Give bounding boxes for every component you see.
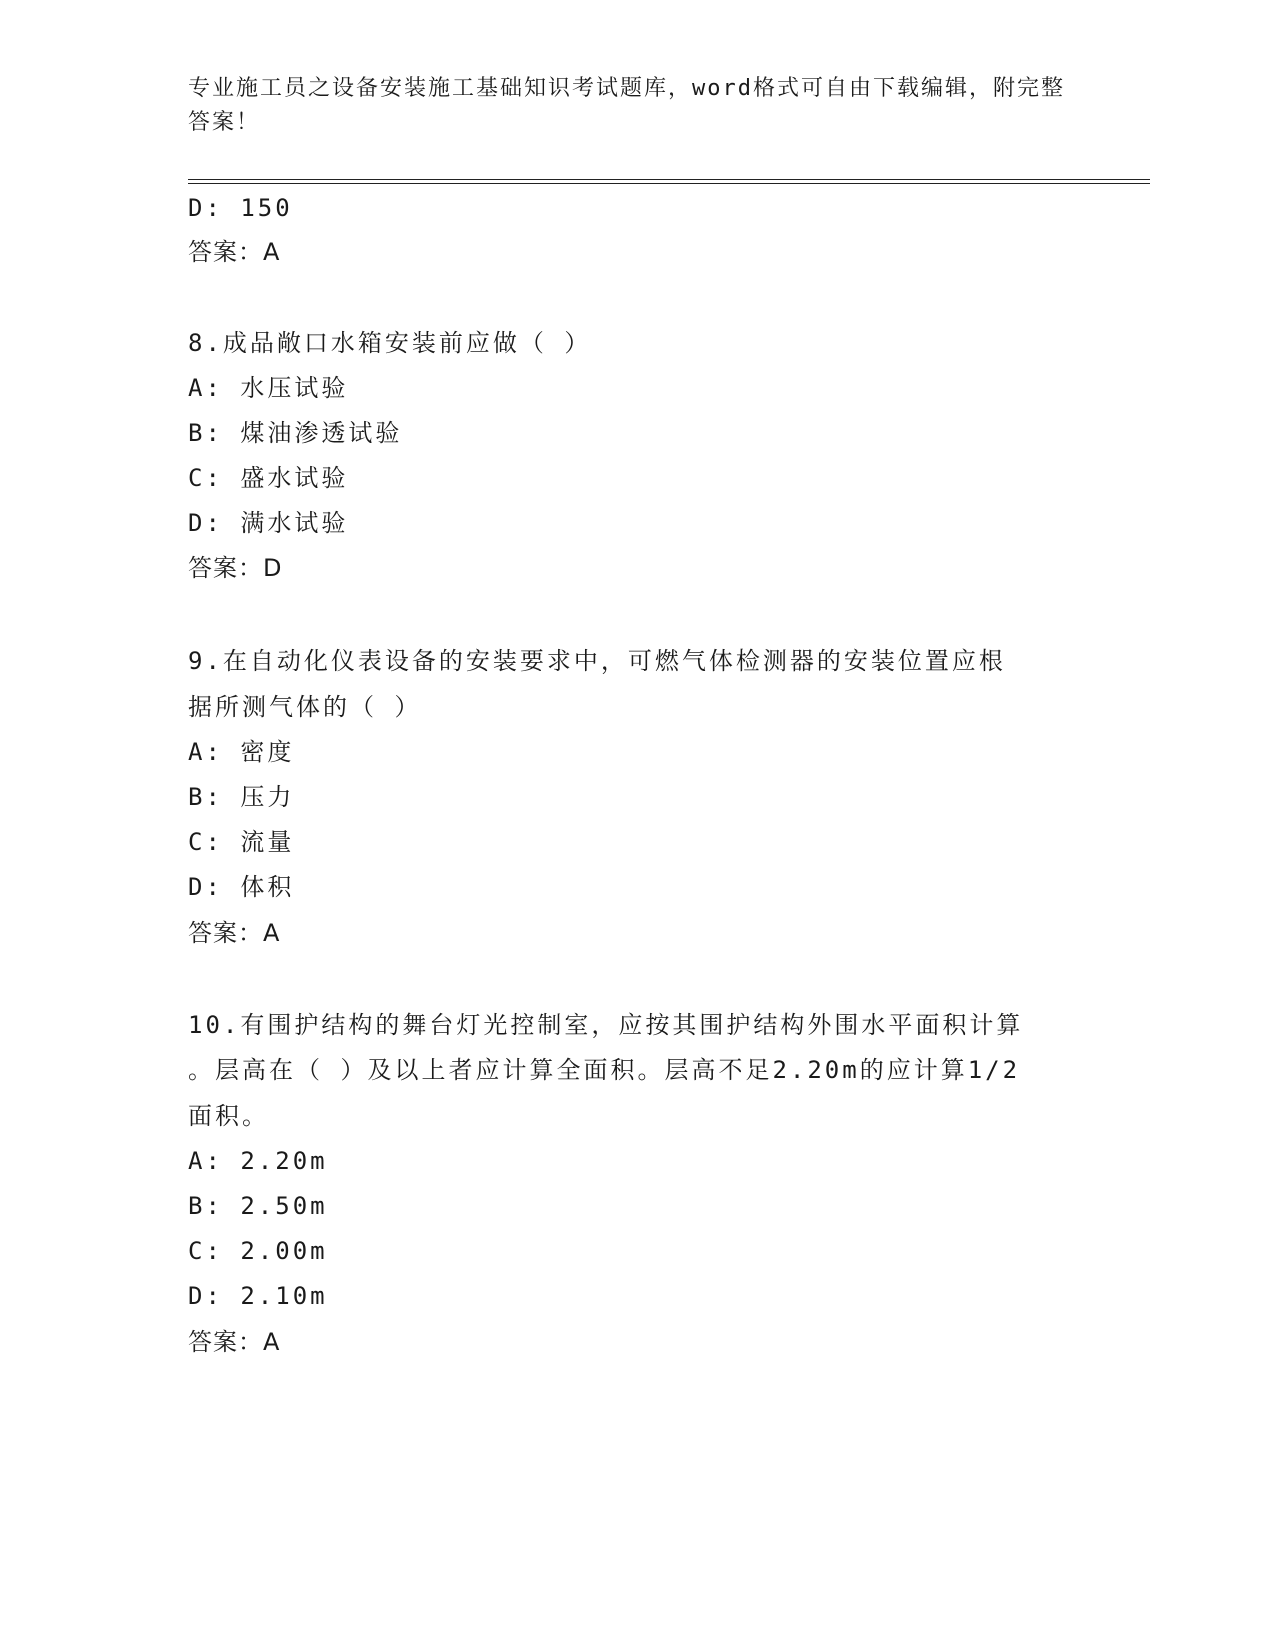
q9-option-a: A: 密度 [188,738,295,766]
q8-option-b: B: 煤油渗透试验 [188,419,403,447]
q9-option-c: C: 流量 [188,828,295,856]
q10-option-a: A: 2.20m [188,1147,328,1175]
header-rule-top [188,179,1150,180]
header-rule-bottom [188,183,1150,184]
q8-option-c: C: 盛水试验 [188,464,349,492]
q10-stem-line3: 面积。 [188,1102,269,1130]
q7-option-d: D: 150 [188,194,293,222]
q9-option-d: D: 体积 [188,873,295,901]
q10-stem-line2: 。层高在（ ）及以上者应计算全面积。层高不足2.20m的应计算1/2 [188,1056,1021,1084]
q8-option-d: D: 满水试验 [188,509,349,537]
q10-option-b: B: 2.50m [188,1192,328,1220]
q10-option-c: C: 2.00m [188,1237,328,1265]
q9-option-b: B: 压力 [188,783,295,811]
q10-option-d: D: 2.10m [188,1282,328,1310]
q9-answer: 答案：A [188,919,281,947]
q8-answer: 答案：D [188,554,283,582]
q8-stem: 8.成品敞口水箱安装前应做（ ） [188,329,592,357]
q10-stem-line1: 10.有围护结构的舞台灯光控制室，应按其围护结构外围水平面积计算 [188,1011,1024,1039]
q9-stem-line1: 9.在自动化仪表设备的安装要求中，可燃气体检测器的安装位置应根 [188,647,1006,675]
q8-option-a: A: 水压试验 [188,374,349,402]
q9-stem-line2: 据所测气体的（ ） [188,693,422,721]
document-header: 专业施工员之设备安装施工基础知识考试题库，word格式可自由下载编辑，附完整答案！ [188,76,1065,135]
q7-answer: 答案：A [188,238,281,266]
q10-answer: 答案：A [188,1328,281,1356]
